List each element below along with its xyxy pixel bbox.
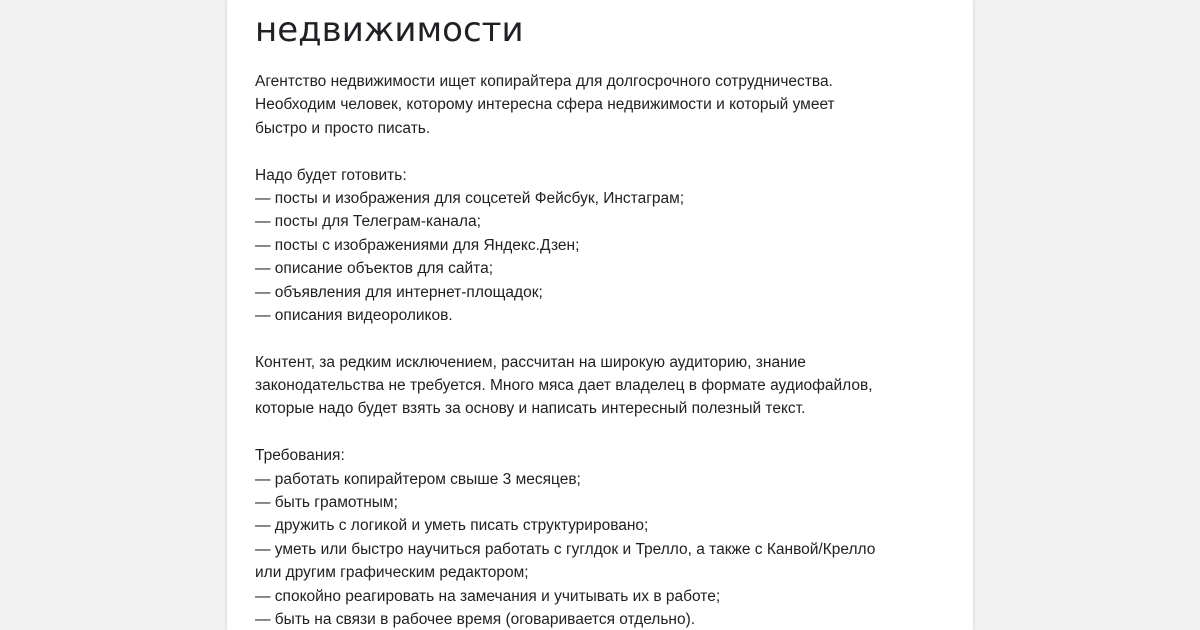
task-item: — описание объектов для сайта; — [255, 260, 493, 278]
text-line: законодательства не требуется. Много мяса дает владелец в формате аудиофайлов, — [255, 377, 873, 395]
task-item: — описания видеороликов. — [255, 306, 453, 324]
requirement-item: — спокойно реагировать на замечания и учитывать их в работе; — [255, 587, 721, 605]
text-line: Контент, за редким исключением, рассчитан на широкую аудиторию, знание — [255, 353, 806, 371]
task-item: — объявления для интернет-площадок; — [255, 283, 543, 301]
text-line: быстро и просто писать. — [255, 119, 431, 137]
requirement-item: — быть на связи в рабочее время (оговаривается отдельно). — [255, 610, 696, 628]
text-line: Необходим человек, которому интересна сфера недвижимости и который умеет — [255, 96, 835, 114]
content-paragraph — [255, 351, 955, 421]
intro-paragraph — [255, 70, 955, 140]
requirement-item: — уметь или быстро научиться работать с гуглдок и Трелло, а также с Канвой/Крелло — [255, 540, 876, 558]
requirements-heading: Требования: — [255, 447, 345, 465]
paragraph-gap — [255, 140, 955, 163]
text-line: Агентство недвижимости ищет копирайтера для долгосрочного сотрудничества. — [255, 73, 833, 90]
tasks-heading: Надо будет готовить: — [255, 166, 407, 184]
task-item: — посты для Телеграм-канала; — [255, 213, 481, 231]
requirements-section — [255, 444, 955, 630]
tasks-section — [255, 164, 955, 328]
paragraph-gap — [255, 421, 955, 444]
paragraph-gap — [255, 327, 955, 350]
document-page — [227, 0, 973, 630]
requirement-item: — быть грамотным; — [255, 494, 398, 512]
document-body — [255, 70, 955, 630]
requirement-item: или другим графическим редактором; — [255, 564, 529, 582]
requirement-item: — дружить с логикой и уметь писать структурировано; — [255, 517, 649, 535]
task-item: — посты с изображениями для Яндекс.Дзен; — [255, 236, 580, 254]
task-item: — посты и изображения для соцсетей Фейсбук, Инстаграм; — [255, 189, 685, 207]
text-line: которые надо будет взять за основу и написать интересный полезный текст. — [255, 400, 806, 418]
requirement-item: — работать копирайтером свыше 3 месяцев; — [255, 470, 581, 488]
document-title: недвижимости — [255, 10, 524, 50]
